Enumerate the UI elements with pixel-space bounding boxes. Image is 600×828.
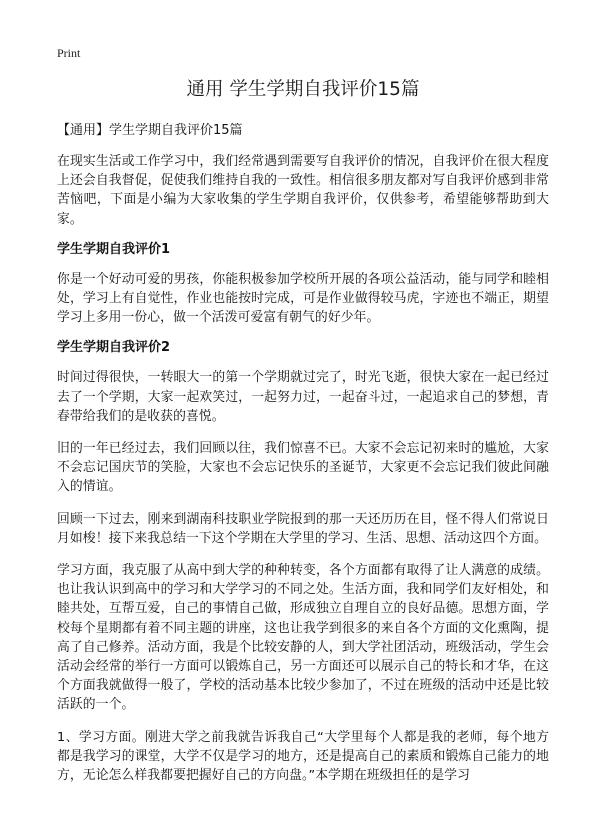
section-2-paragraph-2: 旧的一年已经过去，我们回顾以往，我们惊喜不已。大家不会忘记初来时的尴尬，大家不会忘记国庆节的笑脸，大家也不会忘记快乐的圣诞节，大家更不会忘记我们彼此间融入的情谊。 bbox=[57, 441, 549, 495]
intro-paragraph: 在现实生活或工作学习中，我们经常遇到需要写自我评价的情况，自我评价在很大程度上还会自我督促，促使我们维持自我的一致性。相信很多朋友都对写自我评价感到非常苦恼吧，下面是小编为大家收集的学生学期自我评价，仅供参考，希望能够帮助到大家。 bbox=[57, 154, 549, 227]
document-title: 通用 学生学期自我评价15篇 bbox=[186, 79, 420, 100]
section-2-paragraph-5: 1、学习方面。刚进大学之前我就告诉我自己“大学里每个人都是我的老师，每个地方都是我学习的课堂，大学不仅是学习的地方，还是提高自己的素质和锻炼自己能力的地方，无论怎么样我都要把握好自己的方向盘。”本学期在班级担任的是学习 bbox=[57, 729, 549, 784]
section-1-paragraph-1: 你是一个好动可爱的男孩，你能积极参加学校所开展的各项公益活动，能与同学和睦相处，学习上有自觉性，作业也能按时完成，可是作业做得较马虎，字迹也不端正，期望学习上多用一份心，做一个活泼可爱富有朝气的好少年。 bbox=[57, 271, 549, 326]
section-heading-2: 学生学期自我评价2 bbox=[57, 340, 171, 356]
section-2-paragraph-3: 回顾一下过去，刚来到湖南科技职业学院报到的那一天还历历在目，怪不得人们常说日月如梭！接下来我总结一下这个学期在大学里的学习、生活、思想、活动这四个方面。 bbox=[57, 511, 549, 546]
section-2-paragraph-1: 时间过得很快，一转眼大一的第一个学期就过完了，时光飞逝，很快大家在一起已经过去了一个学期，大家一起欢笑过，一起努力过，一起奋斗过，一起追求自己的梦想，青春带给我们的是收获的喜悦。 bbox=[57, 370, 549, 424]
document-body bbox=[57, 152, 549, 798]
print-link[interactable]: Print bbox=[57, 46, 81, 60]
section-heading-1: 学生学期自我评价1 bbox=[57, 241, 171, 257]
section-2-paragraph-4: 学习方面，我克服了从高中到大学的种种转变，各个方面都有取得了让人满意的成绩。也让我认识到高中的学习和大学学习的不同之处。生活方面，我和同学们友好相处，和睦共处，互帮互爱，自己的事情自己做，形成独立自理自立的良好品德。思想方面，学校每个星期都有着不同主题的讲座，这也让我学到很多的来自各个方面的文化熏陶，提高了自己修养。活动方面，我是个比较安静的人，到大学社团活动，班级活动，学生会活动会经常的举行一方面可以锻炼自己，另一方面还可以展示自己的特长和才华，在这个方面我就做得一般了，学校的活动基本比较少参加了，不过在班级的活动中还是比较活跃的一个。 bbox=[57, 563, 549, 713]
document-subtitle: 【通用】学生学期自我评价15篇 bbox=[57, 123, 243, 138]
